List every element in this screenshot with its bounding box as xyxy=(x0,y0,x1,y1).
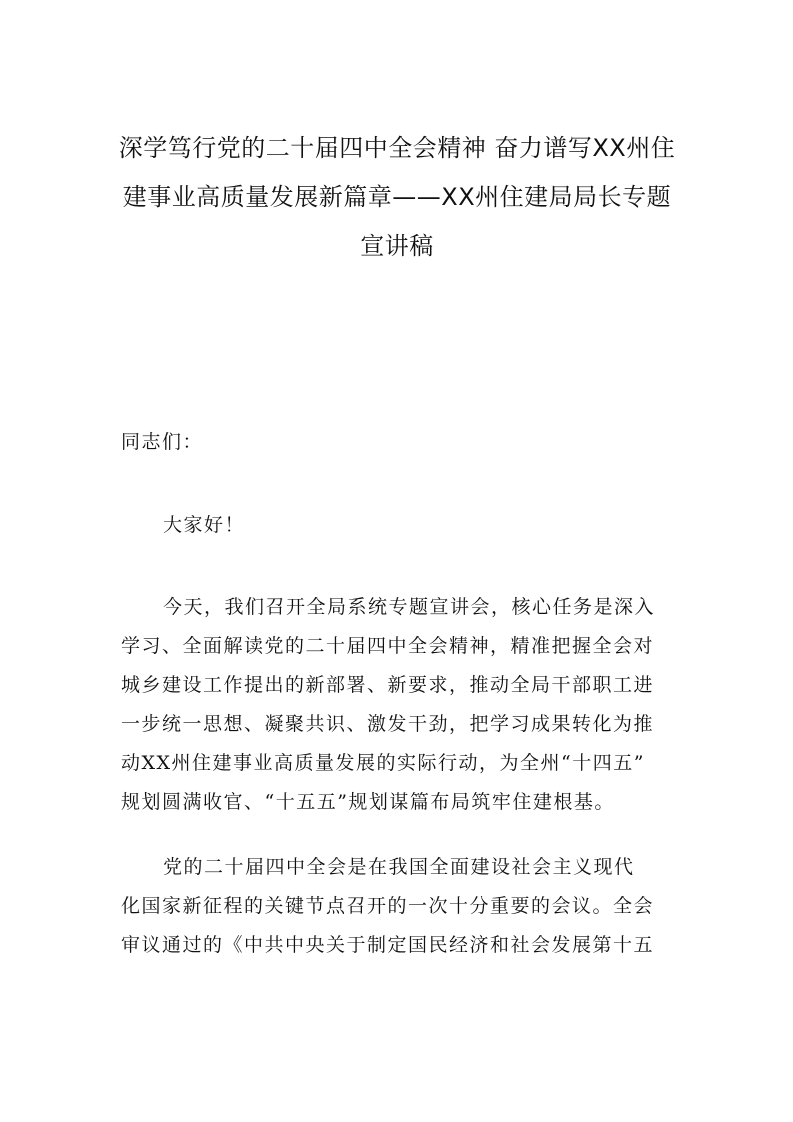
title-line: 深学笃行党的二十届四中全会精神 奋力谱写XX州住 xyxy=(118,134,676,162)
paragraph-line: 审议通过的《中共中央关于制定国民经济和社会发展第十五 xyxy=(121,934,655,956)
paragraph-line: 党的二十届四中全会是在我国全面建设社会主义现代 xyxy=(163,856,635,878)
paragraph-line: 化国家新征程的关键节点召开的一次十分重要的会议。全会 xyxy=(121,895,655,917)
paragraph-line: 一步统一思想、凝聚共识、激发干劲，把学习成果转化为推 xyxy=(121,713,655,735)
paragraph-2 xyxy=(121,848,676,965)
document-title xyxy=(112,124,682,271)
paragraph-line: 规划圆满收官、“十五五”规划谋篇布局筑牢住建根基。 xyxy=(121,791,615,813)
title-line: 建事业高质量发展新篇章——XX州住建局局长专题 xyxy=(122,183,672,211)
paragraph-line: 今天，我们召开全局系统专题宣讲会，核心任务是深入 xyxy=(163,596,656,618)
title-line: 宣讲稿 xyxy=(360,232,434,260)
paragraph-line: 学习、全面解读党的二十届四中全会精神，精准把握全会对 xyxy=(121,635,655,657)
salutation: 同志们： xyxy=(121,431,204,453)
greeting: 大家好！ xyxy=(163,514,246,536)
paragraph-1 xyxy=(121,588,676,822)
paragraph-line: 城乡建设工作提出的新部署、新要求，推动全局干部职工进 xyxy=(121,674,655,696)
paragraph-line: 动XX州住建事业高质量发展的实际行动，为全州“十四五” xyxy=(121,752,645,774)
